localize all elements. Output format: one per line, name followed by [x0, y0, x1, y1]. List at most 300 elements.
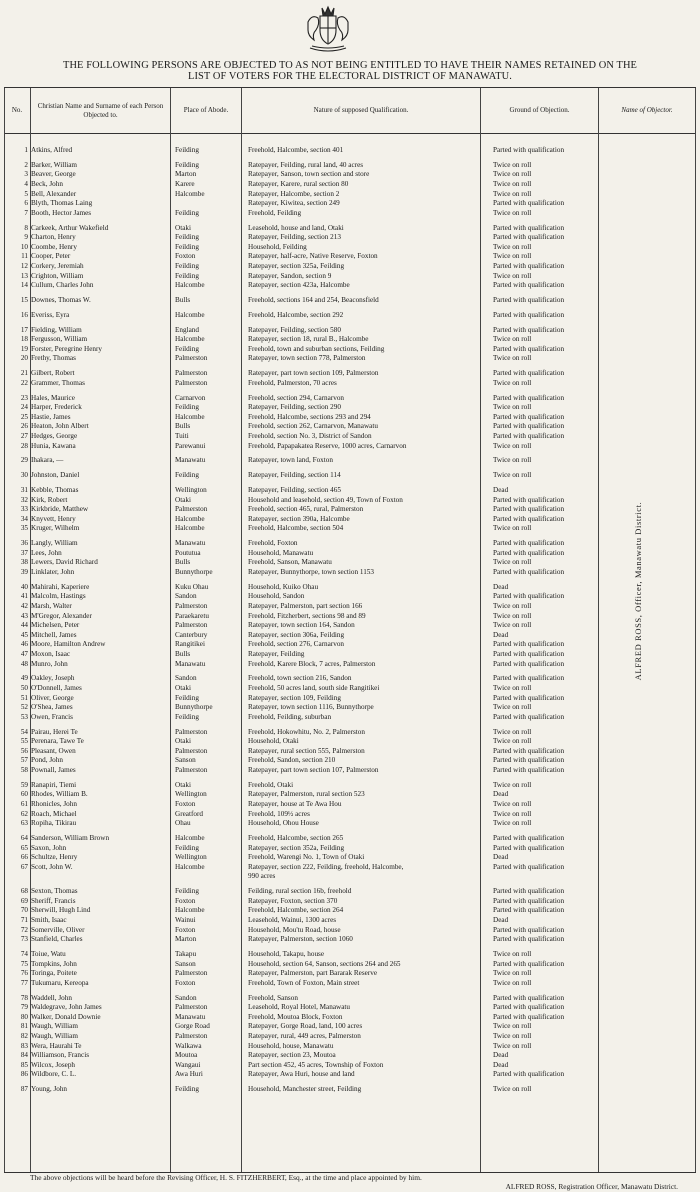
ground-of-objection: Parted with qualification [493, 925, 565, 934]
table-row [4, 969, 598, 979]
voter-name: Sexton, Thomas [31, 887, 78, 896]
voter-name: Fielding, William [31, 325, 82, 334]
row-number: 70 [20, 906, 28, 915]
table-row [4, 728, 598, 738]
row-number: 57 [20, 756, 28, 765]
voter-name: Gilbert, Robert [31, 369, 75, 378]
place-of-abode: Feilding [175, 271, 199, 280]
voter-name: Smith, Isaac [31, 916, 67, 924]
ground-of-objection: Dead [493, 582, 509, 591]
ground-of-objection: Twice on roll [493, 1032, 532, 1040]
row-number: 35 [20, 524, 28, 533]
ground-of-objection: Twice on roll [493, 684, 532, 692]
ground-of-objection: Twice on roll [493, 441, 532, 450]
qualification: Freehold, section 294, Carnarvon [248, 393, 345, 402]
voter-name: Lees, John [31, 548, 62, 557]
ground-of-objection: Twice on roll [493, 819, 532, 828]
table-row [4, 394, 598, 404]
ground-of-objection: Twice on roll [493, 252, 532, 261]
qualification: Ratepayer, section 352a, Feilding [248, 843, 345, 852]
voter-name: Toiue, Watu [31, 950, 66, 958]
row-number: 29 [20, 456, 28, 465]
qualification: Ratepayer, section 390a, Halcombe [248, 514, 350, 523]
qualification: Freehold, Hokowhitu, No. 2, Palmerston [248, 727, 365, 736]
voter-name: Lewers, David Richard [31, 558, 98, 567]
table-row [4, 442, 598, 452]
voter-name: Waddell, John [31, 993, 72, 1002]
ground-of-objection: Twice on roll [493, 969, 532, 978]
voter-name: Waugh, William [31, 1032, 78, 1040]
place-of-abode: Palmerston [175, 505, 208, 514]
ground-of-objection: Twice on roll [493, 271, 532, 280]
place-of-abode: Halcombe [175, 189, 205, 198]
row-number: 43 [20, 611, 28, 620]
header-ground: Ground of Objection. [509, 106, 570, 115]
ground-of-objection: Twice on roll [493, 208, 532, 217]
place-of-abode: Sandon [175, 993, 197, 1002]
row-number: 36 [20, 539, 28, 548]
voter-name: Hales, Maurice [31, 393, 75, 402]
table-row [4, 660, 598, 670]
table-row [4, 1085, 598, 1095]
row-number: 24 [20, 403, 28, 412]
voter-name: Scott, John W. [31, 862, 73, 871]
place-of-abode: Canterbury [175, 630, 208, 639]
row-number: 13 [20, 271, 28, 280]
place-of-abode: Otaki [175, 223, 191, 232]
footer-notice [10, 1173, 694, 1191]
place-of-abode: Sanson [175, 756, 196, 765]
ground-of-objection: Parted with qualification [493, 310, 565, 319]
table-row [4, 834, 598, 844]
row-number: 38 [20, 558, 28, 567]
table-row [4, 674, 598, 684]
row-number: 14 [20, 281, 28, 290]
place-of-abode: Paraekaretu [175, 611, 209, 620]
voter-name: O'Donnell, James [31, 684, 82, 692]
qualification: Ratepayer, part town section 109, Palmerston [248, 369, 379, 378]
table-row [4, 379, 598, 389]
table-row [4, 549, 598, 559]
place-of-abode: Feilding [175, 1085, 199, 1094]
qualification: Household, Kuiko Ohau [248, 582, 319, 591]
voter-name: Grammer, Thomas [31, 378, 85, 387]
table-row [4, 766, 598, 776]
qualification: Freehold, Halcombe, section 292 [248, 310, 344, 319]
voter-name: Beck, John [31, 180, 63, 188]
place-of-abode: Moutoa [175, 1051, 198, 1060]
place-of-abode: Feilding [175, 403, 199, 412]
place-of-abode: Bulls [175, 422, 191, 431]
ground-of-objection: Parted with qualification [493, 325, 565, 334]
voter-name: Crighton, William [31, 271, 84, 280]
row-number: 48 [20, 659, 28, 668]
place-of-abode: Poututua [175, 548, 201, 557]
qualification: Ratepayer, section 325a, Feilding [248, 262, 345, 270]
table-row [4, 694, 598, 704]
voter-name: O'Shea, James [31, 703, 73, 712]
place-of-abode: Ohau [175, 819, 191, 828]
ground-of-objection: Twice on roll [493, 978, 532, 987]
place-of-abode: Feilding [175, 712, 199, 721]
ground-of-objection: Dead [493, 853, 509, 862]
ground-of-objection: Twice on roll [493, 621, 532, 630]
voter-name: Tompkins, John [31, 959, 77, 968]
qualification: Ratepayer, town section 1116, Bunnythorpe [248, 703, 374, 712]
objection-table-body [4, 134, 598, 1170]
qualification: Ratepayer, Sandon, section 9 [248, 271, 332, 280]
table-row [4, 224, 598, 234]
qualification: Freehold, Halcombe, section 401 [248, 146, 344, 154]
place-of-abode: Bunnythorpe [175, 703, 213, 712]
table-row [4, 369, 598, 379]
ground-of-objection: Twice on roll [493, 160, 532, 169]
row-number: 20 [20, 354, 28, 363]
voter-name: Atkins, Alfred [31, 146, 73, 154]
place-of-abode: Palmerston [175, 354, 208, 363]
table-row [4, 621, 598, 631]
row-number: 64 [20, 834, 28, 842]
ground-of-objection: Parted with qualification [493, 393, 565, 402]
ground-of-objection: Parted with qualification [493, 592, 565, 601]
qualification: Freehold, 50 acres land, south side Rangitikei [248, 684, 380, 692]
place-of-abode: Wellington [175, 486, 207, 494]
qualification: Ratepayer, Feilding [248, 650, 305, 658]
table-row [4, 602, 598, 612]
table-row [4, 1070, 598, 1080]
ground-of-objection: Parted with qualification [493, 756, 565, 765]
ground-of-objection: Twice on roll [493, 456, 532, 465]
place-of-abode: Greatford [175, 809, 203, 818]
table-row [4, 935, 598, 945]
voter-name: Perenara, Tawe Te [31, 737, 84, 746]
voter-name: Owen, Francis [31, 712, 73, 721]
place-of-abode: Parewanui [175, 441, 206, 450]
place-of-abode: Halcombe [175, 281, 205, 290]
table-row [4, 281, 598, 291]
qualification: Ratepayer, Feilding, section 465 [248, 486, 341, 494]
row-number: 44 [20, 621, 28, 630]
row-number: 60 [20, 790, 28, 799]
voter-name: Knyvett, Henry [31, 514, 76, 523]
table-row [4, 558, 598, 568]
qualification: Leasehold, Royal Hotel, Manawatu [248, 1003, 350, 1012]
voter-name: Stanfield, Charles [31, 935, 83, 944]
ground-of-objection: Parted with qualification [493, 539, 565, 548]
row-number: 41 [20, 592, 28, 601]
qualification: Freehold, Sanson, Manawatu [248, 558, 332, 567]
qualification: Ratepayer, section 18, rural B., Halcombe [248, 335, 369, 344]
table-row [4, 422, 598, 432]
table-row [4, 335, 598, 345]
table-row [4, 209, 598, 219]
row-number: 71 [20, 916, 28, 924]
table-row [4, 800, 598, 810]
voter-name: Kirkbride, Matthew [31, 505, 89, 514]
table-row [4, 252, 598, 262]
table-row [4, 1013, 598, 1023]
ground-of-objection: Dead [493, 916, 509, 924]
voter-name: Michelsen, Peter [31, 621, 80, 630]
ground-of-objection: Parted with qualification [493, 412, 565, 421]
row-number: 56 [20, 746, 28, 755]
row-number: 61 [20, 800, 28, 808]
table-row [4, 432, 598, 442]
column-divider [598, 88, 599, 1172]
voter-name: Blyth, Thomas Laing [31, 199, 93, 208]
row-number: 19 [20, 344, 28, 353]
table-row [4, 887, 598, 897]
voter-name: Saxon, John [31, 843, 67, 852]
row-number: 9 [24, 233, 28, 242]
place-of-abode: Halcombe [175, 906, 205, 915]
qualification: Household, section 64, Sanson, sections 264 and 265 [248, 959, 401, 968]
table-row [4, 146, 598, 156]
ground-of-objection: Parted with qualification [493, 993, 565, 1002]
place-of-abode: Palmerston [175, 602, 208, 610]
ground-of-objection: Twice on roll [493, 780, 532, 789]
row-number: 80 [20, 1012, 28, 1021]
row-number: 27 [20, 432, 28, 440]
ground-of-objection: Parted with qualification [493, 223, 565, 232]
place-of-abode: Feilding [175, 471, 199, 480]
qualification: Ratepayer, Feilding, section 580 [248, 325, 341, 334]
row-number: 3 [24, 170, 28, 179]
table-row [4, 916, 598, 926]
ground-of-objection: Parted with qualification [493, 369, 565, 378]
voter-name: Tukumaru, Kereopa [31, 978, 89, 987]
voter-name: Cullum, Charles John [31, 281, 94, 290]
row-number: 46 [20, 640, 28, 649]
notice-title-line2: LIST OF VOTERS FOR THE ELECTORAL DISTRICT OF MANAWATU. [188, 71, 512, 82]
qualification: Ratepayer, town section 778, Palmerston [248, 354, 366, 363]
place-of-abode: Feilding [175, 344, 199, 353]
table-row [4, 950, 598, 960]
voter-name: Kirk, Robert [31, 495, 68, 504]
voter-name: Waldegrave, John James [31, 1003, 102, 1012]
qualification: Freehold, Fitzherbert, sections 98 and 89 [248, 611, 366, 620]
ground-of-objection: Parted with qualification [493, 422, 565, 431]
place-of-abode: Palmerston [175, 746, 208, 755]
voter-name: Langly, William [31, 539, 78, 548]
row-number: 25 [20, 412, 28, 421]
row-number: 59 [20, 780, 28, 789]
row-number: 65 [20, 843, 28, 852]
table-row [4, 568, 598, 578]
qualification: Leasehold, Wainui, 1300 acres [248, 916, 337, 924]
row-number: 12 [20, 262, 28, 270]
voter-name: Schultze, Henry [31, 853, 78, 862]
ground-of-objection: Parted with qualification [493, 834, 565, 842]
qualification: Freehold, Sandon, section 210 [248, 756, 336, 765]
row-number: 52 [20, 703, 28, 712]
voter-name: Downes, Thomas W. [31, 296, 91, 304]
table-row [4, 199, 598, 209]
royal-coat-of-arms-icon [300, 2, 356, 54]
qualification: Ratepayer, town section 164, Sandon [248, 621, 355, 630]
ground-of-objection: Twice on roll [493, 471, 532, 480]
ground-of-objection: Parted with qualification [493, 344, 565, 353]
place-of-abode: Bunnythorpe [175, 568, 213, 576]
row-number: 32 [20, 495, 28, 504]
voter-name: Sheriff, Francis [31, 896, 76, 905]
voter-name: Cooper, Peter [31, 252, 71, 261]
ground-of-objection: Twice on roll [493, 611, 532, 620]
voter-name: Malcolm, Hastings [31, 592, 86, 601]
ground-of-objection: Parted with qualification [493, 199, 565, 208]
qualification: 990 acres [248, 872, 276, 881]
table-row [4, 170, 598, 180]
ground-of-objection: Twice on roll [493, 809, 532, 818]
qualification: Freehold, Palmerston, 70 acres [248, 378, 337, 387]
qualification: Household, Feilding [248, 242, 307, 251]
voter-name: Wilcox, Joseph [31, 1060, 76, 1069]
ground-of-objection: Twice on roll [493, 335, 532, 344]
place-of-abode: Wainui [175, 916, 196, 924]
place-of-abode: Halcombe [175, 834, 205, 842]
voter-name: Carkeek, Arthur Wakefield [31, 223, 109, 232]
row-number: 33 [20, 505, 28, 514]
table-row [4, 906, 598, 916]
qualification: Freehold, 109½ acres [248, 809, 310, 818]
qualification: Freehold, Warengi No. 1, Town of Otaki [248, 853, 365, 862]
voter-name: Johnston, Daniel [31, 471, 80, 480]
row-number: 21 [20, 369, 28, 378]
place-of-abode: Palmerston [175, 369, 208, 378]
qualification: Ratepayer, Sanson, town section and store [248, 170, 370, 179]
voter-name: Harper, Frederick [31, 403, 82, 412]
place-of-abode: Palmerston [175, 621, 208, 630]
row-number: 51 [20, 693, 28, 702]
table-row [4, 539, 598, 549]
row-number: 50 [20, 684, 28, 692]
qualification: Ratepayer, rural, 449 acres, Palmerston [248, 1032, 361, 1040]
table-row [4, 790, 598, 800]
place-of-abode: Feilding [175, 146, 199, 154]
qualification: Leasehold, house and land, Otaki [248, 223, 344, 232]
place-of-abode: Feilding [175, 208, 199, 217]
ground-of-objection: Parted with qualification [493, 712, 565, 721]
voter-name: Young, John [31, 1085, 68, 1094]
voter-name: Waugh, William [31, 1022, 78, 1031]
table-row [4, 583, 598, 593]
ground-of-objection: Dead [493, 630, 509, 639]
ground-of-objection: Parted with qualification [493, 432, 565, 440]
table-row [4, 515, 598, 525]
table-row [4, 737, 598, 747]
voter-name: Forster, Peregrine Henry [31, 344, 102, 353]
voter-name: Pownall, James [31, 766, 76, 774]
voter-name: Rhodes, William B. [31, 790, 88, 799]
place-of-abode: Palmerston [175, 969, 208, 978]
table-row [4, 863, 598, 873]
row-number: 6 [24, 199, 28, 208]
table-row [4, 781, 598, 791]
voter-name: Mahirahi, Kaperiere [31, 582, 90, 591]
voter-name: Toringa, Poitete [31, 969, 77, 978]
table-row [4, 311, 598, 321]
voter-name: Somerville, Oliver [31, 925, 85, 934]
table-row [4, 456, 598, 466]
objector-name: ALFRED ROSS, Officer, Manawatu District. [633, 501, 643, 681]
ground-of-objection: Parted with qualification [493, 862, 565, 871]
row-number: 8 [24, 223, 28, 232]
ground-of-objection: Parted with qualification [493, 959, 565, 968]
table-row [4, 810, 598, 820]
place-of-abode: Otaki [175, 495, 191, 504]
ground-of-objection: Twice on roll [493, 170, 532, 179]
qualification: Ratepayer, Awa Huri, house and land [248, 1070, 355, 1079]
ground-of-objection: Twice on roll [493, 703, 532, 712]
qualification: Ratepayer, section 23, Moutoa [248, 1051, 336, 1060]
ground-of-objection: Dead [493, 1051, 509, 1060]
ground-of-objection: Parted with qualification [493, 650, 565, 658]
row-number: 66 [20, 853, 28, 862]
qualification: Freehold, Feilding [248, 208, 302, 217]
place-of-abode: Kuku Ohau [175, 582, 209, 591]
notice-title [4, 60, 696, 82]
row-number: 86 [20, 1070, 28, 1079]
place-of-abode: Foxton [175, 800, 196, 808]
ground-of-objection: Parted with qualification [493, 1012, 565, 1021]
row-number: 69 [20, 896, 28, 905]
voter-name: Barker, William [31, 160, 77, 169]
place-of-abode: Otaki [175, 684, 191, 692]
ground-of-objection: Parted with qualification [493, 896, 565, 905]
row-number: 15 [20, 296, 28, 304]
qualification: Household, Ohou House [248, 819, 319, 828]
qualification: Ratepayer, Gorge Road, land, 100 acres [248, 1022, 363, 1031]
place-of-abode: Karere [175, 180, 195, 188]
table-row [4, 844, 598, 854]
qualification: Ratepayer, town land, Foxton [248, 456, 333, 465]
ground-of-objection: Dead [493, 486, 509, 494]
ground-of-objection: Twice on roll [493, 403, 532, 412]
row-number: 49 [20, 674, 28, 683]
table-row [4, 1022, 598, 1032]
ground-of-objection: Dead [493, 1060, 509, 1069]
table-row [4, 243, 598, 253]
place-of-abode: Halcombe [175, 862, 205, 871]
place-of-abode: Awa Huri [175, 1070, 203, 1079]
row-number: 18 [20, 335, 28, 344]
qualification: Ratepayer, section 109, Feilding [248, 693, 341, 702]
place-of-abode: Sandon [175, 592, 197, 601]
row-number: 78 [20, 993, 28, 1002]
qualification: Household, Mou'tu Road, house [248, 925, 341, 934]
table-row [4, 747, 598, 757]
ground-of-objection: Twice on roll [493, 378, 532, 387]
qualification: Freehold, town section 216, Sandon [248, 674, 352, 683]
ground-of-objection: Twice on roll [493, 602, 532, 610]
table-row [4, 713, 598, 723]
table-row [4, 354, 598, 364]
notice-title-line1: THE FOLLOWING PERSONS ARE OBJECTED TO AS NOT BEING ENTITLED TO HAVE THEIR NAMES RETAINED ON THE [63, 60, 637, 71]
voter-name: Sherwill, Hugh Lind [31, 906, 91, 915]
qualification: Household, Manchester street, Feilding [248, 1085, 362, 1094]
voter-name: Pleasant, Owen [31, 746, 76, 755]
ground-of-objection: Parted with qualification [493, 262, 565, 270]
ground-of-objection: Parted with qualification [493, 514, 565, 523]
row-number: 83 [20, 1041, 28, 1050]
place-of-abode: Gorge Road [175, 1022, 210, 1031]
voter-name: Linklater, John [31, 568, 75, 576]
voter-name: Oliver, George [31, 693, 74, 702]
row-number: 11 [21, 252, 28, 261]
place-of-abode: Foxton [175, 978, 196, 987]
qualification: Freehold, Karere Block, 7 acres, Palmerston [248, 659, 376, 668]
qualification: Ratepayer, Kiwitea, section 249 [248, 199, 340, 208]
